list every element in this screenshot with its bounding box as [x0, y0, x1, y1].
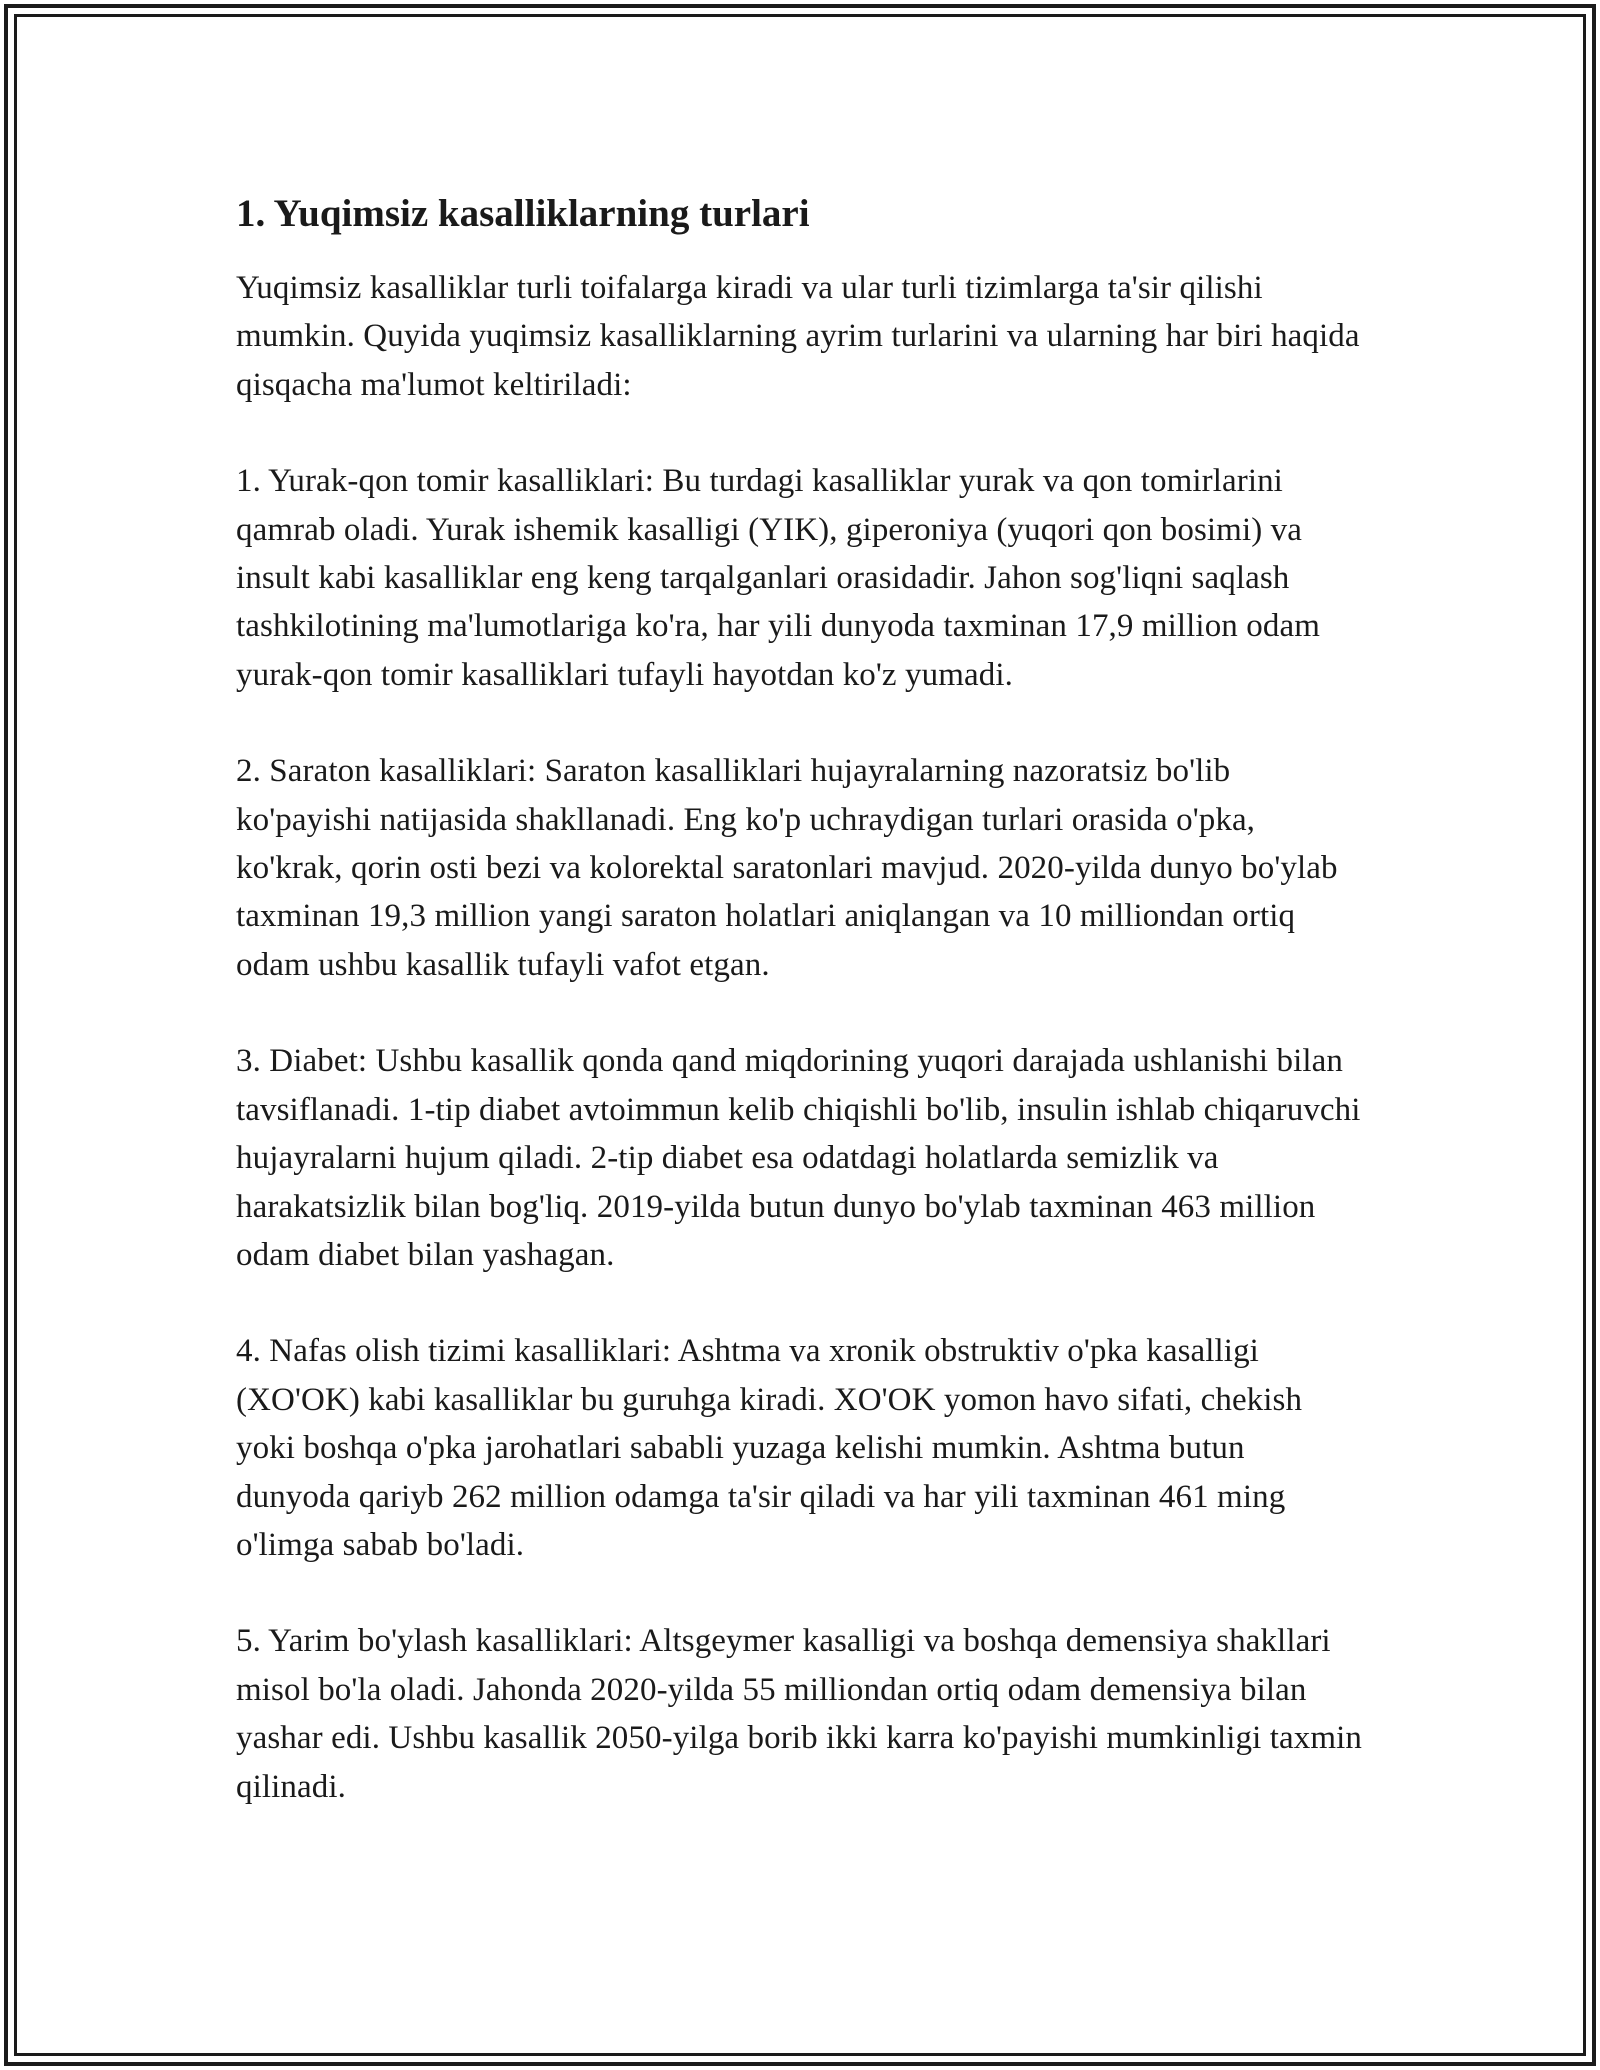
document-page [236, 188, 1366, 1811]
intro-paragraph: Yuqimsiz kasalliklar turli toifalarga kiradi va ular turli tizimlarga ta'sir qilishi mumkin. Quyida yuqimsiz kasalliklarning ayrim turlarini va ularning har biri haqida qisqacha ma'lumot keltiriladi: [236, 270, 1360, 403]
section-heading: 1. Yuqimsiz kasalliklarning turlari [236, 192, 810, 235]
paragraph-diabetes: 3. Diabet: Ushbu kasallik qonda qand miqdorining yuqori darajada ushlanishi bilan tavsiflanadi. 1-tip diabet avtoimmun kelib chiqishli bo'lib, insulin ishlab chiqaruvchi hujayralarni hujum qiladi. 2-tip diabet esa odatdagi holatlarda semizlik va harakatsizlik bilan bog'liq. 2019-yilda butun dunyo bo'ylab taxminan 463 million odam diabet bilan yashagan. [236, 1043, 1361, 1273]
paragraph-cancer: 2. Saraton kasalliklari: Saraton kasalliklari hujayralarning nazoratsiz bo'lib ko'payishi natijasida shakllanadi. Eng ko'p uchraydigan turlari orasida o'pka, ko'krak, qorin osti bezi va kolorektal saratonlari mavjud. 2020-yilda dunyo bo'ylab taxminan 19,3 million yangi saraton holatlari aniqlangan va 10 milliondan ortiq odam ushbu kasallik tufayli vafot etgan. [236, 753, 1338, 983]
paragraph-respiratory: 4. Nafas olish tizimi kasalliklari: Ashtma va xronik obstruktiv o'pka kasalligi (XO'OK) kabi kasalliklar bu guruhga kiradi. XO'OK yomon havo sifati, chekish yoki boshqa o'pka jarohatlari sababli yuzaga kelishi mumkin. Ashtma butun dunyoda qariyb 262 million odamga ta'sir qiladi va har yili taxminan 461 ming o'limga sabab bo'ladi. [236, 1333, 1303, 1563]
paragraph-cardiovascular: 1. Yurak-qon tomir kasalliklari: Bu turdagi kasalliklar yurak va qon tomirlarini qamrab oladi. Yurak ishemik kasalligi (YIK), giperoniya (yuqori qon bosimi) va insult kabi kasalliklar eng keng tarqalganlari orasidadir. Jahon sog'liqni saqlash tashkilotining ma'lumotlariga ko'ra, har yili dunyoda taxminan 17,9 million odam yurak-qon tomir kasalliklari tufayli hayotdan ko'z yumadi. [236, 463, 1320, 693]
paragraph-dementia: 5. Yarim bo'ylash kasalliklari: Altsgeymer kasalligi va boshqa demensiya shakllari misol bo'la oladi. Jahonda 2020-yilda 55 milliondan ortiq odam demensiya bilan yashar edi. Ushbu kasallik 2050-yilga borib ikki karra ko'payishi mumkinligi taxmin qilinadi. [236, 1623, 1362, 1805]
